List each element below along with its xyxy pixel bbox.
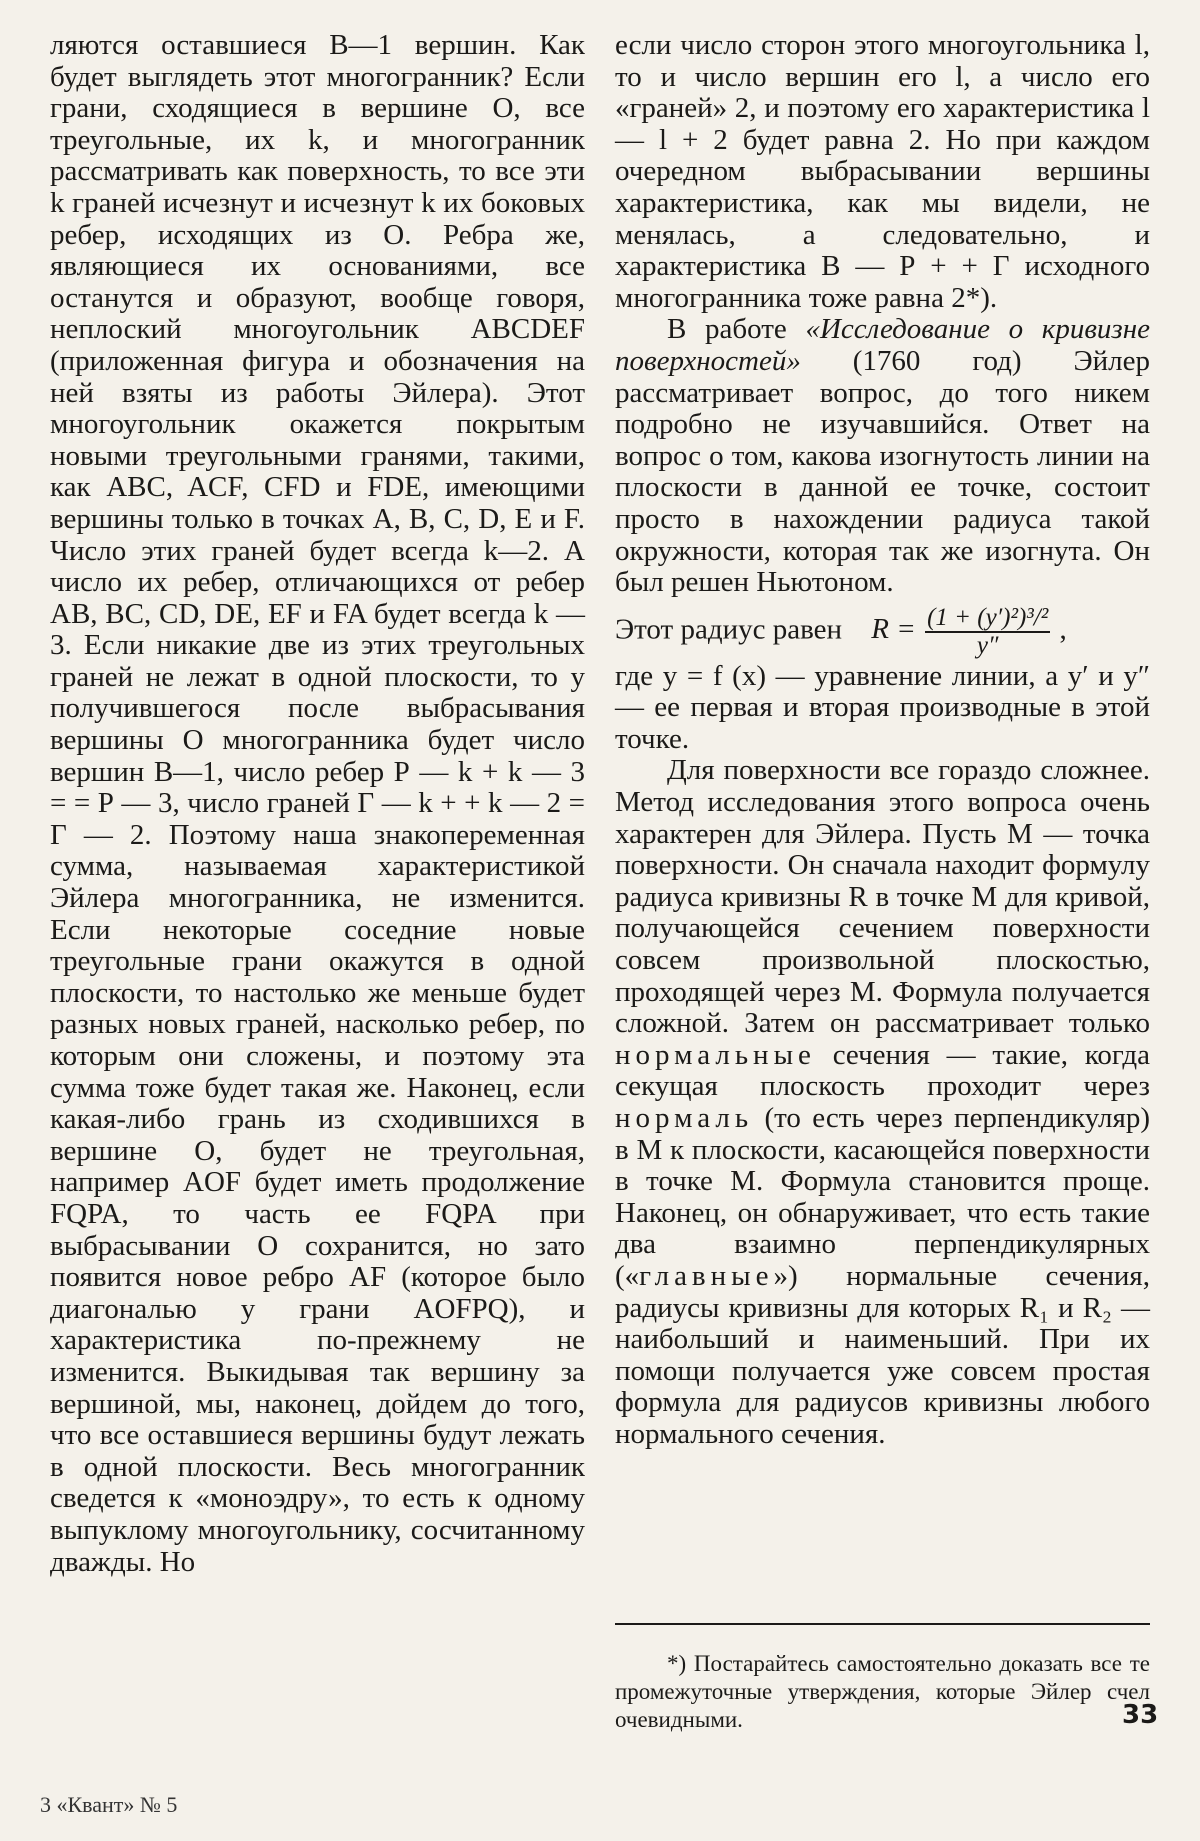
- radius-formula: [615, 605, 1150, 659]
- formula-denominator: y″: [976, 631, 999, 659]
- formula-lead: Этот радиус равен: [615, 613, 843, 646]
- paragraph-2-rest: (1760 год) Эйлер рассматривает вопрос, до того никем подробно не изучавшийся. Ответ на вопрос о том, какова изогнутость линии на плоскости в данной ее точке, состоит просто в нахождении радиуса такой окружности, которая так же изогнута. Он был решен Ньютоном.: [615, 344, 1150, 599]
- work-title: «Исследование о кривизне поверхностей»: [615, 313, 1150, 377]
- printer-signature: 3 «Квант» № 5: [40, 1792, 178, 1817]
- paragraph-4-a: Для поверхности все гораздо сложнее. Метод исследования этого вопроса очень характерен для Эйлера. Пусть М — точка поверхности. Он сначала находит формулу радиуса кривизны R в точке М для кривой, получающейся сечением поверхности совсем произвольной плоскостью, проходящей через М. Формула получается сложной. Затем он рассматривает только: [615, 754, 1150, 1040]
- right-paragraph-1: если число сторон этого многоугольника l, то и число вершин его l, а число его «граней» 2, и поэтому его характеристика l — l + 2 будет равна 2. Но при каждом очередном выбрасывании вершины характеристика, как мы видели, не менялась, а следовательно, и характеристика В — Р + + Г исходного многогранника тоже равна 2*).: [615, 29, 1150, 314]
- spaced-term-normal-sections: нормальные: [615, 1038, 816, 1071]
- right-paragraph-4: [615, 755, 1150, 1450]
- spaced-term-normal: нормаль: [615, 1102, 754, 1134]
- left-column: [50, 30, 585, 1578]
- right-column: [615, 30, 1150, 1451]
- right-paragraph-3: где y = f (x) — уравнение линии, а y′ и y″ — ее первая и вторая производные в этой точке.: [615, 659, 1150, 755]
- formula-numerator: (1 + (y′)²)³/²: [927, 603, 1049, 631]
- paragraph-4-c: (то есть через перпендикуляр) в М к плоскости, касающейся поверхности в точке М. Формула становится проще. Наконец, он обнаруживает, что есть такие два взаимно перпендикулярных («: [615, 1102, 1150, 1292]
- paragraph-4-d: ») нормальные сечения, радиусы кривизны для которых R₁ и R₂ — наибольший и наименьший. При их помощи получается уже совсем простая формула для радиусов кривизны любого нормального сечения.: [615, 1259, 1150, 1450]
- footnote-divider: [615, 1623, 1150, 1625]
- right-paragraph-2: [615, 314, 1150, 598]
- footnote-text: *) Постарайтесь самостоятельно доказать все те промежуточные утверждения, которые Эйлер счел очевидными.: [615, 1651, 1150, 1732]
- spaced-term-principal: главные: [639, 1259, 774, 1292]
- page-number: 33: [1122, 1700, 1159, 1730]
- paragraph-2-start: В работе: [667, 313, 806, 346]
- formula-lhs: R =: [871, 613, 916, 646]
- footnote: [615, 1650, 1150, 1734]
- formula-fraction: [925, 605, 1050, 659]
- formula-tail: ,: [1059, 613, 1067, 646]
- paragraph-4-b: сечения — такие, когда секущая плоскость проходит через: [615, 1038, 1150, 1103]
- left-paragraph: ляются оставшиеся В—1 вершин. Как будет выглядеть этот многогранник? Если грани, сходящиеся в вершине О, все треугольные, их k, и многогранник рассматривать как поверхность, то все эти k граней исчезнут и исчезнут k их боковых ребер, исходящих из О. Ребра же, являющиеся их основаниями, все останутся и образуют, вообще говоря, неплоский многоугольник ABCDEF (приложенная фигура и обозначения на ней взяты из работы Эйлера). Этот многоугольник окажется покрытым новыми треугольными гранями, такими, как ABC, ACF, CFD и FDE, имеющими вершины только в точках A, B, C, D, E и F. Число этих граней будет всегда k—2. А число их ребер, отличающихся от ребер AB, BC, CD, DE, EF и FA будет всегда k — 3. Если никакие две из этих треугольных граней не лежат в одной плоскости, то у получившегося после выбрасывания вершины О многогранника будет число вершин В—1, число ребер Р — k + k — 3 = = Р — 3, число граней Г — k + + k — 2 = Г — 2. Поэтому наша знакопеременная сумма, называемая характеристикой Эйлера многогранника, не изменится. Если некоторые соседние новые треугольные грани окажутся в одной плоскости, то настолько же меньше будет разных новых граней, насколько ребер, по которым они сложены, и поэтому эта сумма тоже будет такая же. Наконец, если какая-либо грань из сходившихся в вершине О, будет не треугольная, например AOF будет иметь продолжение FQPA, то часть ее FQPA при выбрасывании О сохранится, но зато появится новое ребро AF (которое было диагональю у грани AOFPQ), и характеристика по-прежнему не изменится. Выкидывая так вершину за вершиной, мы, наконец, дойдем до того, что все оставшиеся вершины будут лежать в одной плоскости. Весь многогранник сведется к «моноэдру», то есть к одному выпуклому многоугольнику, сосчитанному дважды. Но: [50, 29, 585, 1578]
